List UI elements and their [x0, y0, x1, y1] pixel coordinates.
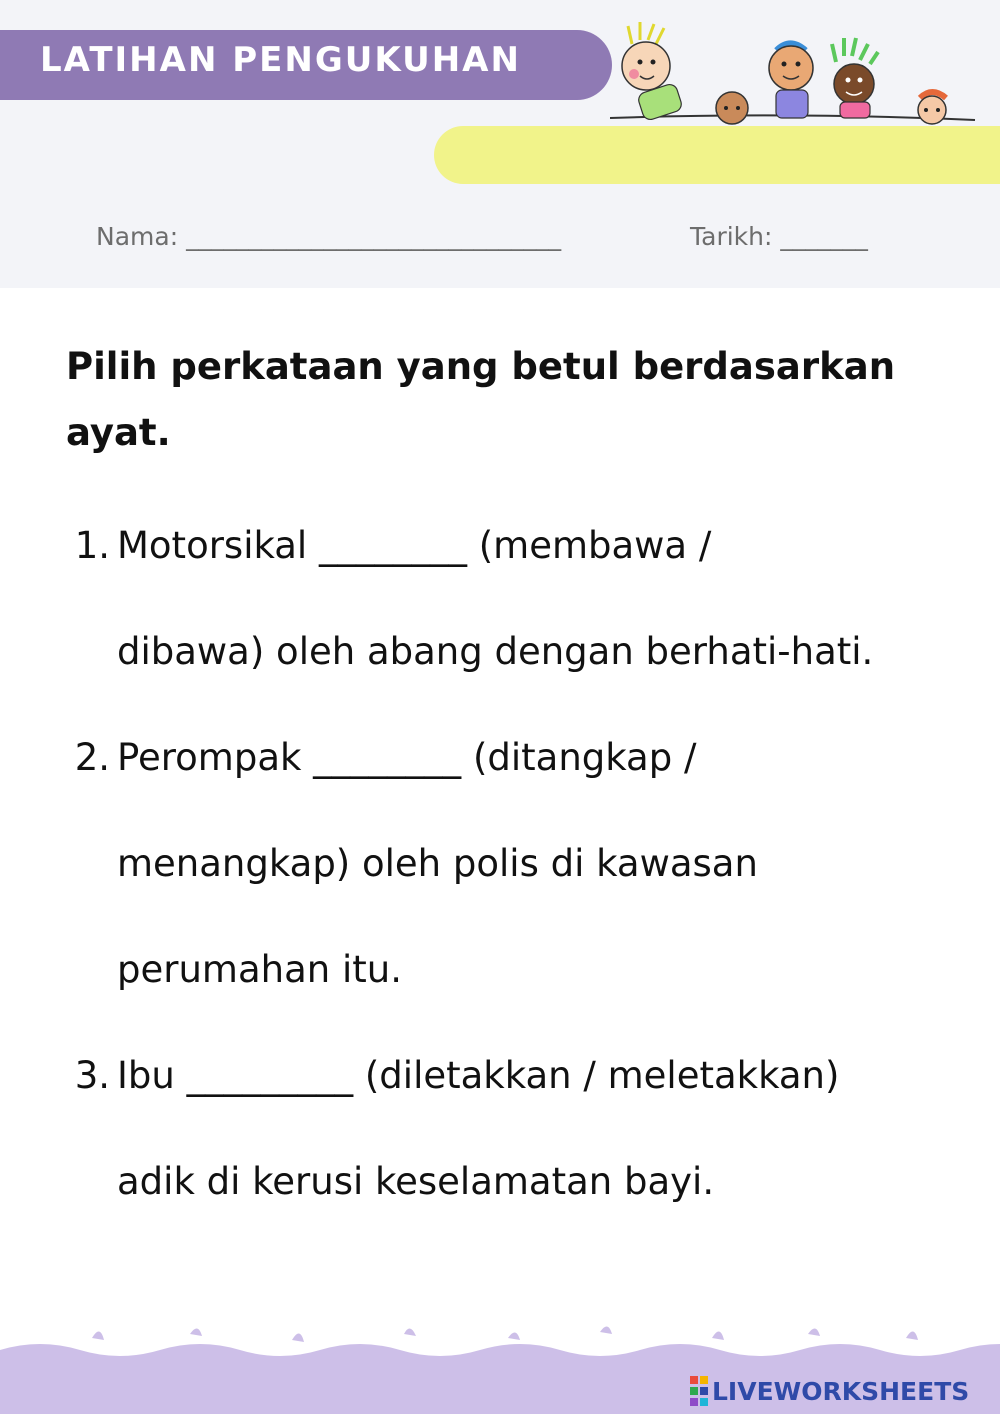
- question-number: 3.: [74, 1054, 110, 1097]
- question-line: dibawa) oleh abang dengan berhati-hati.: [117, 630, 874, 673]
- liveworksheets-logo-icon: [690, 1376, 708, 1406]
- children-illustration-icon: [610, 22, 980, 132]
- instruction-text: [66, 334, 906, 466]
- instruction-line: ayat.: [66, 411, 171, 454]
- instruction-line: Pilih perkataan yang betul berdasarkan: [66, 345, 896, 388]
- yellow-decor-bar: [434, 126, 1000, 184]
- question-line: adik di kerusi keselamatan bayi.: [117, 1160, 715, 1203]
- liveworksheets-logo-text: LIVEWORKSHEETS: [712, 1376, 970, 1406]
- liveworksheets-logo: [690, 1374, 969, 1408]
- question-line: menangkap) oleh polis di kawasan: [117, 842, 758, 885]
- nama-field: Nama: ______________________________: [96, 222, 562, 251]
- question-line: Motorsikal ________ (membawa /: [117, 524, 712, 567]
- question-line: Perompak ________ (ditangkap /: [117, 736, 697, 779]
- question-line: perumahan itu.: [117, 948, 402, 991]
- question-number: 2.: [74, 736, 110, 779]
- worksheet-title: LATIHAN PENGUKUHAN: [40, 40, 521, 80]
- tarikh-field: Tarikh: _______: [690, 222, 868, 251]
- question-line: Ibu _________ (diletakkan / meletakkan): [117, 1054, 840, 1097]
- question-number: 1.: [74, 524, 110, 567]
